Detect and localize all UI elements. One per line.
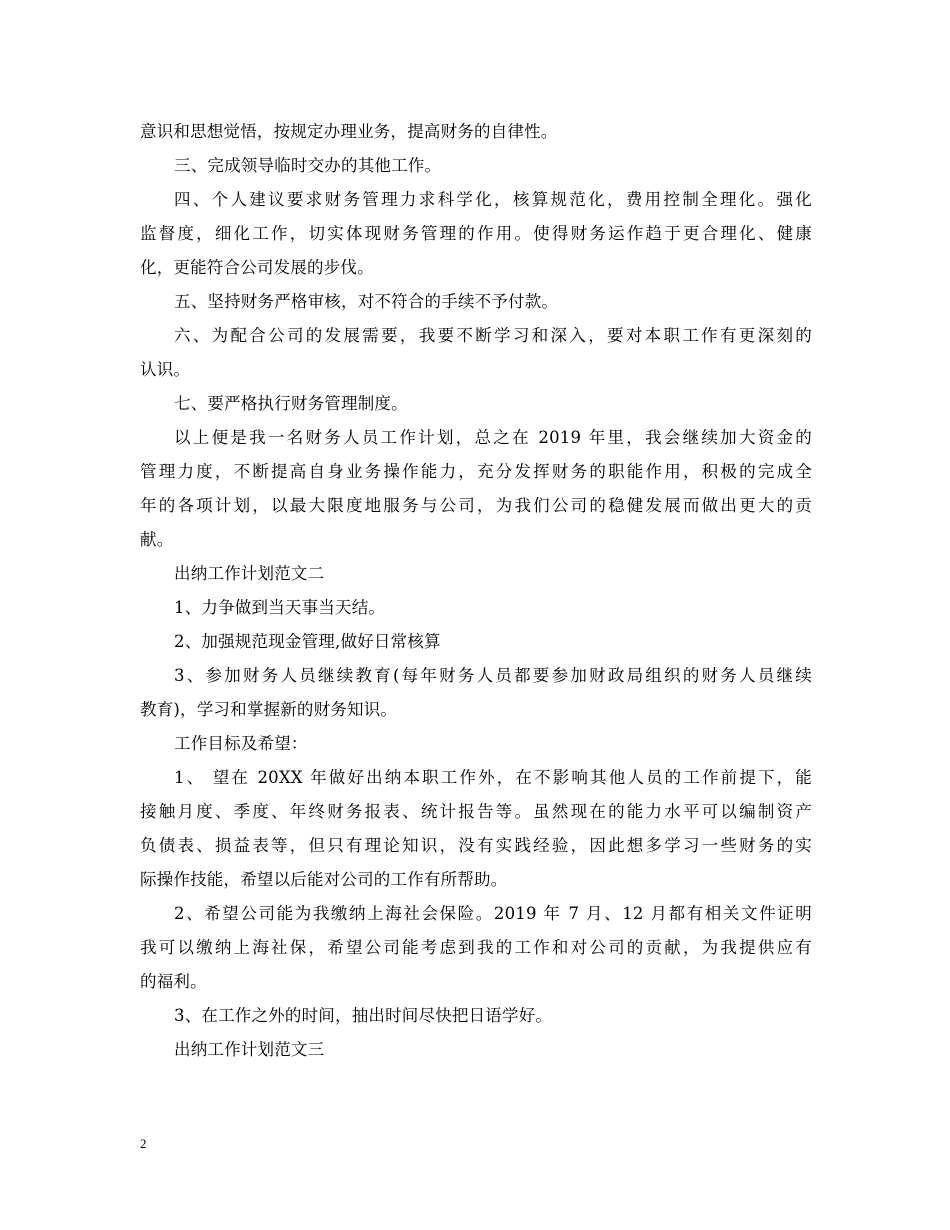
text-line: 工作目标及希望： [174,734,308,753]
text-line: 接触月度、季度、年终财务报表、统计报告等。虽然现在的能力水平可以编制资产 [140,802,812,821]
text-line: 六、为配合公司的发展需要，我要不断学习和深入，要对本职工作有更深刻的 [174,326,812,345]
text-line: 以上便是我一名财务人员工作计划，总之在 2019 年里，我会继续加大资金的 [174,428,812,447]
text-line: 管理力度，不断提高自身业务操作能力，充分发挥财务的职能作用，积极的完成全 [140,462,812,481]
text-line: 3、参加财务人员继续教育(每年财务人员都要参加财政局组织的财务人员继续 [174,666,812,685]
text-line: 出纳工作计划范文二 [174,564,325,583]
text-line: 五、坚持财务严格审核，对不符合的手续不予付款。 [174,292,559,311]
text-line: 三、完成领导临时交办的其他工作。 [174,156,442,175]
text-line: 化，更能符合公司发展的步伐。 [140,258,374,277]
text-line: 监督度，细化工作，切实体现财务管理的作用。使得财务运作趋于更合理化、健康 [140,224,812,243]
text-line: 出纳工作计划范文三 [174,1040,325,1059]
text-line: 2、加强规范现金管理,做好日常核算 [174,632,441,651]
text-line: 际操作技能，希望以后能对公司的工作有所帮助。 [140,870,508,889]
text-line: 认识。 [140,360,191,379]
text-line: 1、 望在 20XX 年做好出纳本职工作外，在不影响其他人员的工作前提下，能 [174,768,812,787]
text-line: 1、力争做到当天事当天结。 [174,598,386,617]
text-line: 3、在工作之外的时间，抽出时间尽快把日语学好。 [174,1006,553,1025]
text-line: 七、要严格执行财务管理制度。 [174,394,408,413]
text-line: 负债表、损益表等，但只有理论知识，没有实践经验，因此想多学习一些财务的实 [140,836,812,855]
text-line: 献。 [140,530,174,549]
text-line: 的福利。 [140,972,207,991]
text-line: 教育)，学习和掌握新的财务知识。 [140,700,398,719]
text-line: 我可以缴纳上海社保，希望公司能考虑到我的工作和对公司的贡献，为我提供应有 [140,938,812,957]
text-line: 年的各项计划，以最大限度地服务与公司，为我们公司的稳健发展而做出更大的贡 [140,496,812,515]
document-body [140,115,812,1067]
text-line: 意识和思想觉悟，按规定办理业务，提高财务的自律性。 [140,122,558,141]
text-line: 2、希望公司能为我缴纳上海社会保险。2019 年 7 月、12 月都有相关文件证明 [174,904,812,923]
page-number: 2 [140,1136,147,1151]
text-line: 四、个人建议要求财务管理力求科学化，核算规范化，费用控制全理化。强化 [174,190,812,209]
